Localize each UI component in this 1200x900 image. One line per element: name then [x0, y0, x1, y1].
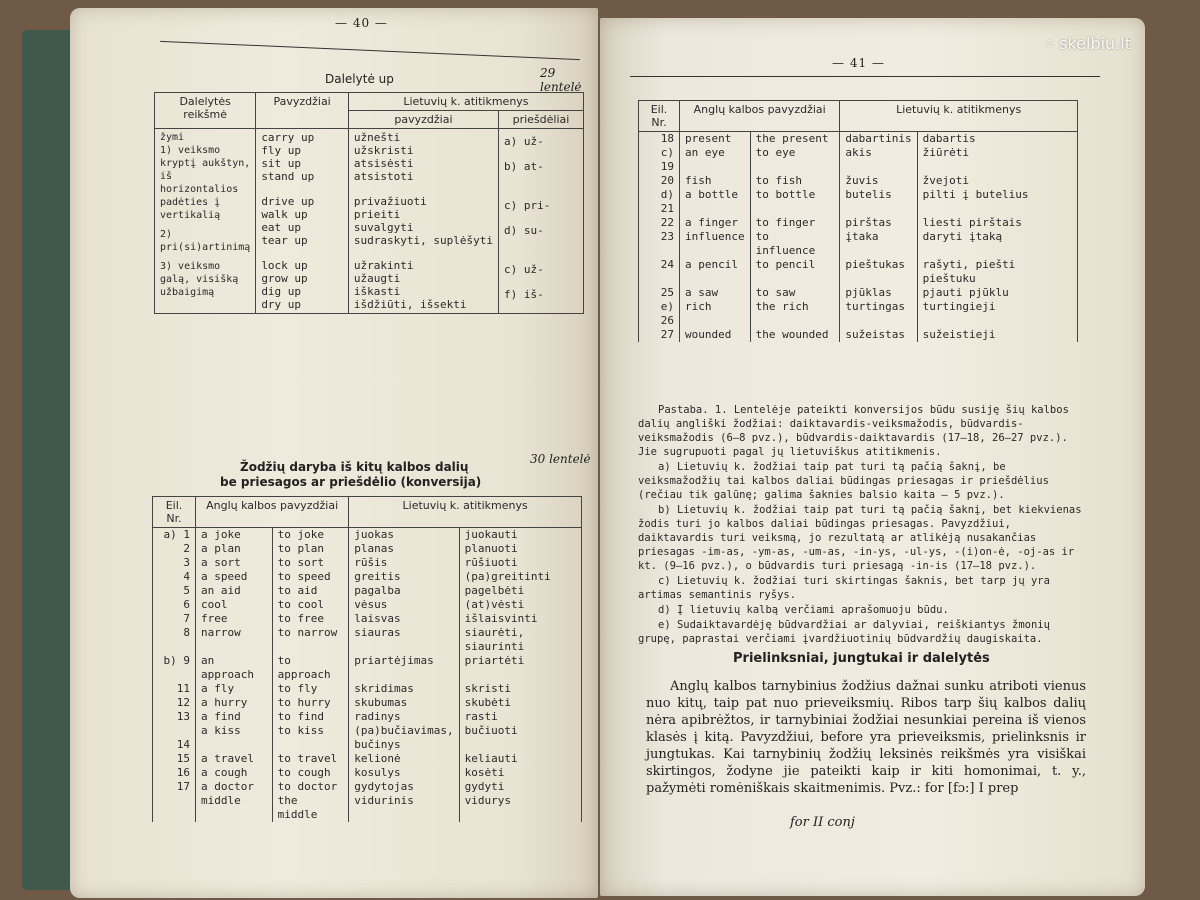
- en-item: tear up: [261, 234, 308, 247]
- table-row: [153, 696, 582, 710]
- section-heading: Prielinksniai, jungtukai ir dalelytės: [733, 651, 990, 666]
- lt-item: atsisėsti: [353, 157, 414, 170]
- cell-nr: 13: [153, 710, 196, 724]
- cell-en1: a kiss: [196, 724, 273, 738]
- prefix-item: b) at-: [503, 160, 544, 173]
- cell-lt1: planas: [349, 542, 459, 556]
- cell-nr: 7: [153, 612, 196, 626]
- cell-en1: [196, 738, 273, 752]
- cell-lt1: kelionė: [349, 752, 459, 766]
- cell-lt1: kosulys: [349, 766, 459, 780]
- cell-lt1: butelis: [840, 188, 917, 216]
- lt-item: užskristi: [353, 144, 414, 157]
- table30-label: 30 lentelė: [530, 452, 591, 466]
- en-item: eat up: [261, 221, 302, 234]
- cell-en2: to travel: [272, 752, 349, 766]
- cell-lt2: kosėti: [459, 766, 581, 780]
- right-page: [600, 18, 1145, 896]
- cell-en2: to find: [272, 710, 349, 724]
- prefix-item: d) su-: [503, 224, 544, 237]
- cell-en1: an approach: [196, 654, 273, 682]
- cell-en1: influence: [680, 230, 751, 258]
- table-row: [153, 738, 582, 752]
- prefix-item: f) iš-: [503, 288, 544, 301]
- table-row: [153, 528, 582, 543]
- en-group-0: [256, 129, 349, 186]
- cell-en1: an aid: [196, 584, 273, 598]
- cell-en2: to fish: [750, 174, 840, 188]
- cell-lt2: planuoti: [459, 542, 581, 556]
- cell-en2: [272, 738, 349, 752]
- note-paragraph: d) Į lietuvių kalbą verčiami aprašomuoju būdu.: [658, 604, 949, 616]
- en-group-2: [256, 249, 349, 314]
- en-group-1: [256, 185, 349, 249]
- cell-en2: to free: [272, 612, 349, 626]
- table-row: [153, 542, 582, 556]
- cell-en2: to speed: [272, 570, 349, 584]
- cell-en1: a fly: [196, 682, 273, 696]
- lt-group-2: [348, 249, 498, 314]
- note-paragraph: a) Lietuvių k. žodžiai taip pat turi tą pačią šaknį, be veiksmažodžių tai kalbos daliai būdingas priesagas ir priešdėlius (rečiau tik galūnę; galima šaknies balsio kaita — 5 pvz.).: [638, 461, 1049, 501]
- lt-item: iškasti: [353, 285, 401, 298]
- cell-en1: free: [196, 612, 273, 626]
- cell-en1: a finger: [680, 216, 751, 230]
- en-item: fly up: [261, 144, 302, 157]
- header-en: Anglų kalbos pavyzdžiai: [196, 497, 349, 528]
- cell-lt2: turtingieji: [917, 300, 1077, 328]
- cell-lt2: (at)vėsti: [459, 598, 581, 612]
- cell-nr: e) 26: [639, 300, 680, 328]
- cell-nr: 6: [153, 598, 196, 612]
- cell-en2: to cool: [272, 598, 349, 612]
- cell-nr: 15: [153, 752, 196, 766]
- header-lt: Lietuvių k. atitikmenys: [349, 497, 582, 528]
- prefix-item: c) už-: [503, 263, 544, 276]
- section-tail: for II conj: [790, 815, 855, 830]
- header-nr: Eil. Nr.: [153, 497, 196, 528]
- table30-title-line2: be priesagos ar priešdėlio (konversija): [220, 475, 482, 489]
- cell-nr: c) 19: [639, 146, 680, 174]
- table-row: [153, 724, 582, 738]
- en-item: dry up: [261, 298, 302, 311]
- meaning-0: žymi: [160, 132, 185, 143]
- cell-lt2: žiūrėti: [917, 146, 1077, 174]
- page-number: — 40 —: [335, 16, 388, 30]
- header-nr: Eil. Nr.: [639, 101, 680, 132]
- cell-lt2: liesti pirštais: [917, 216, 1077, 230]
- cell-lt2: keliauti: [459, 752, 581, 766]
- cell-en2: the wounded: [750, 328, 840, 342]
- table-row: [153, 626, 582, 654]
- table-row: [153, 780, 582, 794]
- cell-lt2: sužeistieji: [917, 328, 1077, 342]
- table-row: [639, 230, 1078, 258]
- cell-en2: to hurry: [272, 696, 349, 710]
- table-row: [639, 174, 1078, 188]
- table-row: [639, 328, 1078, 342]
- cell-lt2: rašyti, piešti pieštuku: [917, 258, 1077, 286]
- cell-lt2: dabartis: [917, 132, 1077, 147]
- meaning-1: 1) veiksmo kryptį aukštyn, iš horizontalios padėties į vertikalią: [160, 145, 251, 221]
- table30-title-line1: Žodžių daryba iš kitų kalbos dalių: [240, 460, 469, 474]
- cell-en1: an eye: [680, 146, 751, 174]
- cell-lt1: skubumas: [349, 696, 459, 710]
- cell-en2: to joke: [272, 528, 349, 543]
- cell-lt2: daryti įtaką: [917, 230, 1077, 258]
- cell-en1: a bottle: [680, 188, 751, 216]
- header-lt-examples: pavyzdžiai: [348, 111, 498, 129]
- table-row: [639, 132, 1078, 147]
- en-item: carry up: [261, 131, 315, 144]
- en-item: dig up: [261, 285, 302, 298]
- prefix-group-0: [498, 129, 583, 186]
- cell-en2: to narrow: [272, 626, 349, 654]
- note-paragraph: c) Lietuvių k. žodžiai turi skirtingas šaknis, bet tarp jų yra artimas semantinis ryšys.: [638, 575, 1050, 601]
- cell-en1: rich: [680, 300, 751, 328]
- cell-lt1: žuvis: [840, 174, 917, 188]
- table29: [154, 92, 584, 314]
- table-row: [153, 598, 582, 612]
- cell-en1: fish: [680, 174, 751, 188]
- cell-en2: to influence: [750, 230, 840, 258]
- cell-nr: 22: [639, 216, 680, 230]
- cell-en1: wounded: [680, 328, 751, 342]
- left-page: [70, 8, 598, 898]
- table29-title: Dalelytė up: [325, 72, 394, 86]
- section-text: Anglų kalbos tarnybinius žodžius dažnai sunku atriboti vienus nuo kitų, taip pat nuo prieveiksmių. Ribos tarp šių kalbos dalių nėra apibrėžtos, ir tarnybiniai žodžiai nesunkiai pereina iš vienos klasės į kitą. Pavyzdžiui, before yra prieveiksmis, prielinksnis ir jungtukas. Kai tarnybinių žodžių leksinės reikšmės yra visiškai skirtingos, žodyne jie pateikti kaip ir kiti homonimai, t. y., pažymėti romėniškais skaitmenimis. Pvz.: for [fɔ:] I prep: [646, 679, 1086, 796]
- prefix-item: a) už-: [503, 135, 544, 148]
- cell-lt2: rūšiuoti: [459, 556, 581, 570]
- cell-nr: [153, 794, 196, 822]
- cell-nr: b) 9: [153, 654, 196, 682]
- cell-en2: to cough: [272, 766, 349, 780]
- note-block: [638, 403, 1093, 647]
- cell-lt2: skristi: [459, 682, 581, 696]
- cell-lt2: skubėti: [459, 696, 581, 710]
- lt-item: prieiti: [353, 208, 401, 221]
- prefix-group-1: [498, 185, 583, 249]
- logo-dots-icon: ⁘: [1043, 37, 1056, 53]
- cell-nr: 27: [639, 328, 680, 342]
- cell-en2: to saw: [750, 286, 840, 300]
- cell-lt1: sužeistas: [840, 328, 917, 342]
- cell-en1: a find: [196, 710, 273, 724]
- cell-lt1: radinys: [349, 710, 459, 724]
- cell-en2: to fly: [272, 682, 349, 696]
- en-item: stand up: [261, 170, 315, 183]
- cell-lt2: išlaisvinti: [459, 612, 581, 626]
- cell-lt1: bučinys: [349, 738, 459, 752]
- cell-lt2: bučiuoti: [459, 724, 581, 738]
- lt-group-1: [348, 185, 498, 249]
- cell-nr: 24: [639, 258, 680, 286]
- header-lt: Lietuvių k. atitikmenys: [840, 101, 1078, 132]
- right-table: [638, 100, 1078, 342]
- cell-en2: the present: [750, 132, 840, 147]
- prefix-item: c) pri-: [503, 199, 551, 212]
- cell-en1: a pencil: [680, 258, 751, 286]
- watermark: [1043, 34, 1131, 53]
- lt-item: išdžiūti, išsekti: [353, 298, 467, 311]
- cell-lt2: pilti į butelius: [917, 188, 1077, 216]
- cell-nr: 17: [153, 780, 196, 794]
- table-row: [153, 612, 582, 626]
- header-rule: [630, 76, 1100, 77]
- cell-en2: the rich: [750, 300, 840, 328]
- cell-lt2: (pa)greitinti: [459, 570, 581, 584]
- cell-en1: cool: [196, 598, 273, 612]
- cell-nr: 8: [153, 626, 196, 654]
- cell-lt1: siauras: [349, 626, 459, 654]
- cell-en1: a travel: [196, 752, 273, 766]
- cell-en1: a saw: [680, 286, 751, 300]
- meaning-2: 2) pri(si)artinimą: [160, 229, 251, 253]
- cell-nr: [153, 724, 196, 738]
- cell-lt1: turtingas: [840, 300, 917, 328]
- cell-en1: a hurry: [196, 696, 273, 710]
- cell-lt2: vidurys: [459, 794, 581, 822]
- cell-nr: 5: [153, 584, 196, 598]
- cell-nr: d) 21: [639, 188, 680, 216]
- cell-lt2: [459, 738, 581, 752]
- cell-lt2: pjauti pjūklu: [917, 286, 1077, 300]
- lt-item: suvalgyti: [353, 221, 414, 234]
- header-meaning: Dalelytės reikšmė: [155, 93, 256, 129]
- cell-nr: 12: [153, 696, 196, 710]
- cell-nr: 14: [153, 738, 196, 752]
- cell-lt2: pagelbėti: [459, 584, 581, 598]
- table-row: [639, 146, 1078, 174]
- cell-en1: present: [680, 132, 751, 147]
- header-prefixes: priešdėliai: [498, 111, 583, 129]
- cell-lt1: gydytojas: [349, 780, 459, 794]
- page-number: — 41 —: [832, 56, 885, 70]
- table-row: [639, 216, 1078, 230]
- table-row: [153, 710, 582, 724]
- cell-en2: to eye: [750, 146, 840, 174]
- lt-item: užrakinti: [353, 259, 414, 272]
- cell-en1: a sort: [196, 556, 273, 570]
- cell-en2: to pencil: [750, 258, 840, 286]
- note-paragraph: e) Sudaiktavardėję būdvardžiai ar dalyviai, reiškiantys žmonių grupę, paprastai verčiami įvardžiuotinių būdvardžių daugiskaita.: [638, 619, 1050, 645]
- table-row: [153, 752, 582, 766]
- cell-en2: to finger: [750, 216, 840, 230]
- cell-nr: 2: [153, 542, 196, 556]
- table-row: [153, 654, 582, 682]
- cell-lt1: laisvas: [349, 612, 459, 626]
- cell-en2: to doctor: [272, 780, 349, 794]
- cell-en1: a cough: [196, 766, 273, 780]
- cell-lt1: vidurinis: [349, 794, 459, 822]
- cell-lt2: priartėti: [459, 654, 581, 682]
- cell-nr: 3: [153, 556, 196, 570]
- cell-en2: to plan: [272, 542, 349, 556]
- lt-item: atsistoti: [353, 170, 414, 183]
- cell-nr: 20: [639, 174, 680, 188]
- cell-en1: a joke: [196, 528, 273, 543]
- cell-lt1: pjūklas: [840, 286, 917, 300]
- watermark-text: skelbiu.lt: [1059, 34, 1131, 53]
- lt-item: užaugti: [353, 272, 401, 285]
- header-examples: Pavyzdžiai: [256, 93, 349, 129]
- table-row: [153, 570, 582, 584]
- note-paragraph: b) Lietuvių k. žodžiai taip pat turi tą pačią šaknį, bet kiekvienas žodis turi jo kalbos daliai būdingas priesagas. Pavyzdžiui, daiktavardis turi veiksmą, jo rezultatą ar atlikėją nusakančias priesagas -im-as, -ym-as, -um-as, -in-ys, -ul-ys, -(i)on-ė, -oj-as ir kt. (9—16 pvz.), o būdvardis turi priesagą -in-is (17—18 pvz.).: [638, 504, 1082, 572]
- cell-lt1: pagalba: [349, 584, 459, 598]
- cell-en2: to sort: [272, 556, 349, 570]
- lt-item: privažiuoti: [353, 195, 427, 208]
- cell-en1: narrow: [196, 626, 273, 654]
- header-lt-group: Lietuvių k. atitikmenys: [348, 93, 583, 111]
- cell-en1: middle: [196, 794, 273, 822]
- cell-nr: 25: [639, 286, 680, 300]
- cell-en2: to approach: [272, 654, 349, 682]
- cell-lt1: akis: [840, 146, 917, 174]
- cell-en1: a doctor: [196, 780, 273, 794]
- cell-nr: 23: [639, 230, 680, 258]
- lt-item: užnešti: [353, 131, 401, 144]
- cell-lt2: juokauti: [459, 528, 581, 543]
- cell-nr: 18: [639, 132, 680, 147]
- table-row: [153, 682, 582, 696]
- note-paragraph: Pastaba. 1. Lentelėje pateikti konversijos būdu susiję šių kalbos dalių angliški žodžiai: daiktavardis-veiksmažodis, būdvardis-veiksmažodis (6—8 pvz.), būdvardis-daiktavardis (17—18, 26—27 pvz.). Jie sugrupuoti pagal jų lietuviškus atitikmenis.: [638, 404, 1069, 458]
- meaning-3: 3) veiksmo galą, visišką užbaigimą: [160, 261, 239, 298]
- cell-nr: 4: [153, 570, 196, 584]
- table-row: [153, 794, 582, 822]
- cell-lt1: dabartinis: [840, 132, 917, 147]
- cell-lt1: rūšis: [349, 556, 459, 570]
- table29-label: 29 lentelė: [540, 66, 582, 94]
- cell-lt1: (pa)bučiavimas,: [349, 724, 459, 738]
- lt-item: sudraskyti, suplėšyti: [353, 234, 493, 247]
- table-row: [153, 556, 582, 570]
- cell-lt1: greitis: [349, 570, 459, 584]
- table-row: [639, 258, 1078, 286]
- cell-lt2: rasti: [459, 710, 581, 724]
- en-item: grow up: [261, 272, 308, 285]
- cell-en2: to bottle: [750, 188, 840, 216]
- cell-en2: to kiss: [272, 724, 349, 738]
- cell-lt2: žvejoti: [917, 174, 1077, 188]
- cell-lt1: pieštukas: [840, 258, 917, 286]
- table-row: [153, 584, 582, 598]
- table-row: [153, 766, 582, 780]
- cell-en1: a plan: [196, 542, 273, 556]
- cell-nr: 16: [153, 766, 196, 780]
- cell-en2: the middle: [272, 794, 349, 822]
- cell-lt1: pirštas: [840, 216, 917, 230]
- header-rule: [160, 41, 580, 60]
- table-row: [639, 286, 1078, 300]
- header-en: Anglų kalbos pavyzdžiai: [680, 101, 840, 132]
- en-item: sit up: [261, 157, 302, 170]
- meaning-cell: [155, 129, 256, 314]
- en-item: drive up: [261, 195, 315, 208]
- cell-lt2: siaurėti, siaurinti: [459, 626, 581, 654]
- prefix-group-2: [498, 249, 583, 314]
- en-item: walk up: [261, 208, 308, 221]
- cell-lt1: priartėjimas: [349, 654, 459, 682]
- cell-lt1: skridimas: [349, 682, 459, 696]
- cell-lt2: gydyti: [459, 780, 581, 794]
- cell-lt1: vėsus: [349, 598, 459, 612]
- cell-nr: a) 1: [153, 528, 196, 543]
- table30: [152, 496, 582, 822]
- cell-lt1: įtaka: [840, 230, 917, 258]
- cell-lt1: juokas: [349, 528, 459, 543]
- lt-group-0: [348, 129, 498, 186]
- table-row: [639, 300, 1078, 328]
- cell-en1: a speed: [196, 570, 273, 584]
- cell-nr: 11: [153, 682, 196, 696]
- cell-en2: to aid: [272, 584, 349, 598]
- en-item: lock up: [261, 259, 308, 272]
- table-row: [639, 188, 1078, 216]
